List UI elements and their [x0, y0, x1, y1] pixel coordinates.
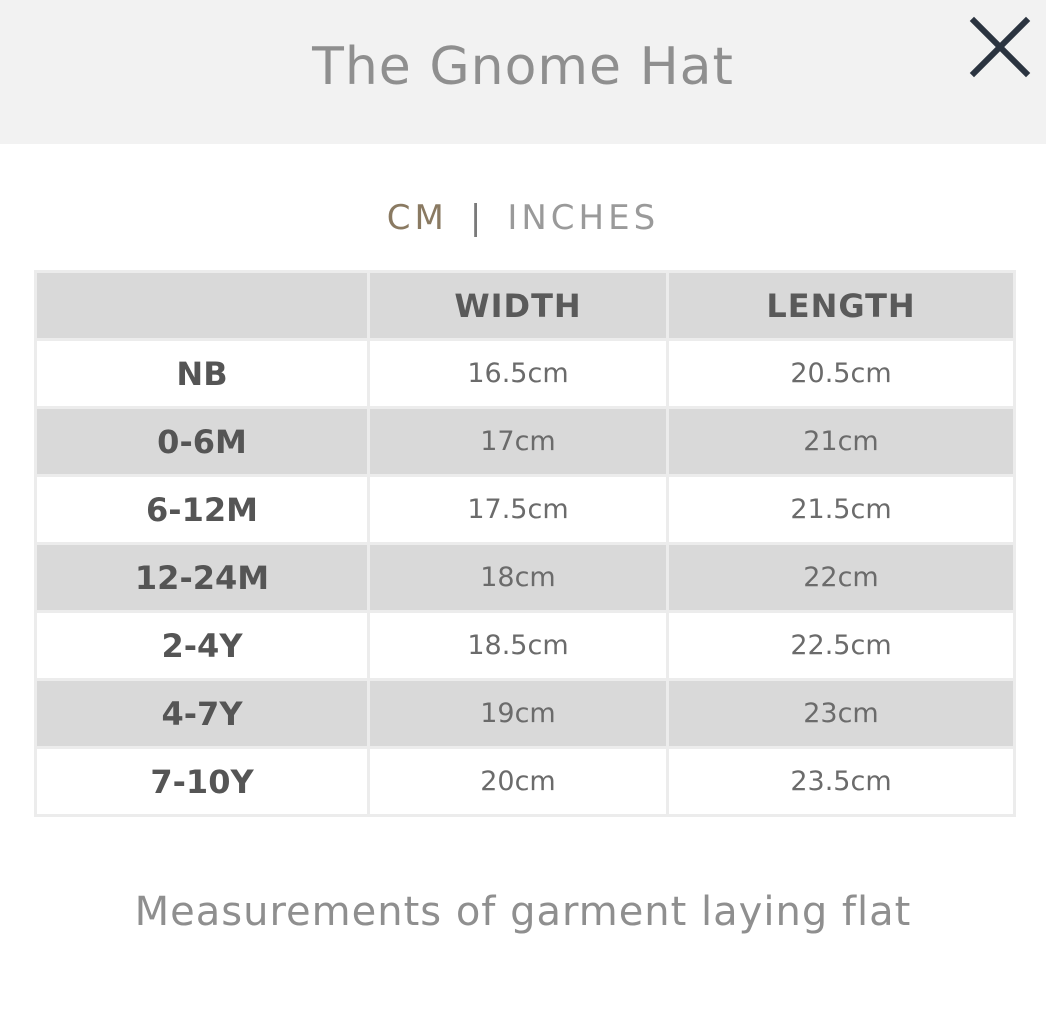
- length-value: 21cm: [668, 408, 1015, 476]
- measurement-note: Measurements of garment laying flat: [134, 889, 912, 935]
- length-value: 22.5cm: [668, 612, 1015, 680]
- size-label: 4-7Y: [36, 680, 369, 748]
- width-value: 18.5cm: [369, 612, 668, 680]
- column-header-size: [36, 272, 369, 340]
- close-button[interactable]: [960, 14, 1040, 94]
- table-row: [36, 680, 1015, 748]
- length-value: 21.5cm: [668, 476, 1015, 544]
- close-icon: [960, 14, 1040, 94]
- table-row: [36, 544, 1015, 612]
- size-label: 7-10Y: [36, 748, 369, 816]
- size-chart-table: [34, 270, 1016, 817]
- size-label: NB: [36, 340, 369, 408]
- size-label: 12-24M: [36, 544, 369, 612]
- table-row: [36, 748, 1015, 816]
- width-value: 17cm: [369, 408, 668, 476]
- column-header-width: WIDTH: [369, 272, 668, 340]
- table-row: [36, 408, 1015, 476]
- size-label: 6-12M: [36, 476, 369, 544]
- table-row: [36, 476, 1015, 544]
- width-value: 18cm: [369, 544, 668, 612]
- unit-cm-tab[interactable]: CM: [386, 198, 448, 238]
- size-label: 0-6M: [36, 408, 369, 476]
- page-title: The Gnome Hat: [312, 37, 734, 97]
- length-value: 20.5cm: [668, 340, 1015, 408]
- unit-separator: |: [469, 198, 486, 238]
- width-value: 17.5cm: [369, 476, 668, 544]
- length-value: 23.5cm: [668, 748, 1015, 816]
- width-value: 19cm: [369, 680, 668, 748]
- width-value: 16.5cm: [369, 340, 668, 408]
- modal-header: [0, 0, 1046, 144]
- unit-inches-tab[interactable]: INCHES: [507, 198, 660, 238]
- length-value: 22cm: [668, 544, 1015, 612]
- table-header-row: [36, 272, 1015, 340]
- size-label: 2-4Y: [36, 612, 369, 680]
- length-value: 23cm: [668, 680, 1015, 748]
- table-row: [36, 340, 1015, 408]
- table-row: [36, 612, 1015, 680]
- width-value: 20cm: [369, 748, 668, 816]
- column-header-length: LENGTH: [668, 272, 1015, 340]
- unit-toggle: [0, 194, 1046, 242]
